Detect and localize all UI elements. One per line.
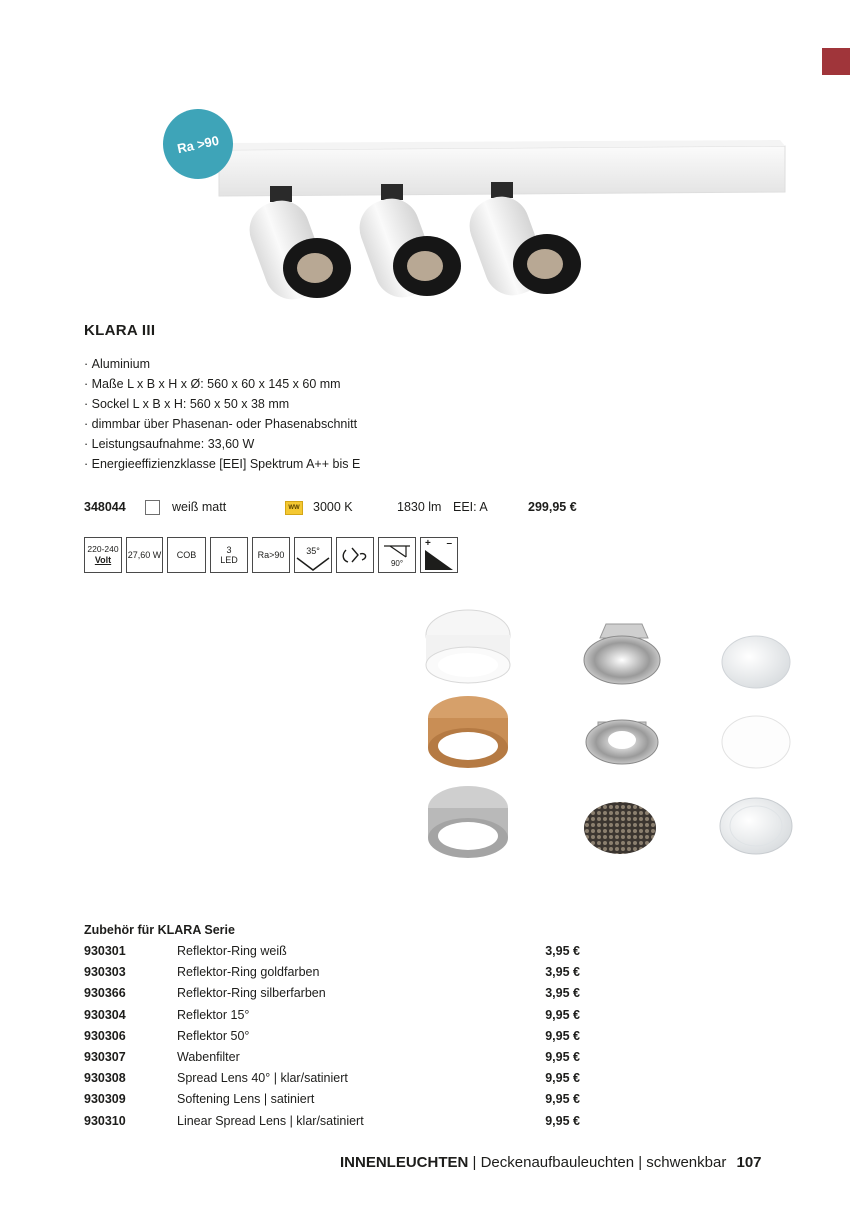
feature-item: · dimmbar über Phasenan- oder Phasenabschnitt — [84, 414, 360, 434]
accessory-name: Linear Spread Lens | klar/satiniert — [177, 1113, 364, 1128]
accessory-price: 3,95 € — [545, 986, 580, 1001]
variant-color-name: weiß matt — [172, 500, 227, 514]
accessory-row — [84, 1092, 580, 1113]
reflector-50-image — [586, 720, 658, 764]
led-count: 3 — [226, 545, 232, 555]
feature-item: · Maße L x B x H x Ø: 560 x 60 x 145 x 60 mm — [84, 374, 360, 394]
warm-white-icon: WW — [285, 501, 303, 515]
voltage-bottom: Volt — [94, 555, 112, 565]
feature-item: · Aluminium — [84, 354, 360, 374]
footer-separator: | — [472, 1154, 477, 1171]
accessory-row — [84, 1008, 580, 1029]
power-value: 27,60 W — [127, 550, 162, 560]
product-image-klara-iii — [215, 140, 795, 310]
accessory-row — [84, 1029, 580, 1050]
dim-minus: – — [446, 538, 452, 549]
accessory-row — [84, 986, 580, 1007]
variant-number: 348044 — [84, 500, 126, 514]
accessory-no: 930303 — [84, 965, 126, 980]
accessory-row — [84, 965, 580, 986]
tilt-icon — [378, 537, 416, 573]
accessory-name: Softening Lens | satiniert — [177, 1092, 315, 1107]
reflector-15-image — [584, 624, 660, 684]
accessories-title: Zubehör für KLARA Serie — [84, 923, 235, 937]
linear-spread-lens-image — [720, 798, 792, 854]
accessory-name: Reflektor-Ring weiß — [177, 944, 287, 958]
variant-eei: EEI: A — [453, 500, 488, 514]
accessory-name: Reflektor-Ring goldfarben — [177, 965, 320, 980]
dimmable-icon — [420, 537, 458, 573]
accessory-price: 9,95 € — [545, 1092, 580, 1107]
tilt-value: 90° — [390, 558, 404, 568]
accessory-name: Reflektor 50° — [177, 1028, 250, 1043]
variant-lumen: 1830 lm — [397, 500, 442, 514]
accessory-no: 930366 — [84, 986, 126, 1001]
softening-lens-image — [722, 716, 790, 768]
accessory-row — [84, 944, 580, 965]
spot-1 — [242, 186, 351, 307]
product-title: KLARA III — [84, 322, 156, 339]
accessory-name: Reflektor 15° — [177, 1007, 250, 1022]
accessory-row — [84, 1114, 580, 1135]
beam-value: 35° — [306, 546, 320, 556]
cob-icon — [167, 537, 206, 573]
accessory-price: 9,95 € — [545, 1050, 580, 1064]
spot-2 — [352, 184, 461, 305]
accessory-price: 9,95 € — [545, 1113, 580, 1128]
power-icon — [126, 537, 163, 573]
footer-subcategory: Deckenaufbauleuchten | schwenkbar — [480, 1154, 727, 1171]
accessory-price: 3,95 € — [545, 944, 580, 958]
ring-gold-image — [428, 696, 508, 768]
accessory-name: Wabenfilter — [177, 1050, 240, 1064]
ra-label: Ra>90 — [257, 550, 285, 560]
led-label: LED — [220, 555, 238, 565]
feature-item: · Energieeffizienzklasse [EEI] Spektrum A++ bis E — [84, 454, 360, 474]
voltage-icon — [84, 537, 122, 573]
accessory-name: Reflektor-Ring silberfarben — [177, 986, 326, 1001]
led-icon — [210, 537, 248, 573]
accessory-row — [84, 1071, 580, 1092]
feature-list — [84, 354, 360, 474]
ra-badge: Ra >90 — [156, 102, 239, 185]
accessory-no: 930308 — [84, 1071, 126, 1086]
ring-white-image — [426, 610, 510, 683]
color-swatch — [145, 500, 160, 515]
accessory-no: 930304 — [84, 1007, 126, 1022]
accessory-price: 9,95 € — [545, 1028, 580, 1043]
voltage-top: 220-240 — [87, 544, 119, 554]
accessory-no: 930309 — [84, 1092, 126, 1107]
accessory-price: 9,95 € — [545, 1071, 580, 1086]
beam-angle-icon — [294, 537, 332, 573]
accessory-images — [410, 600, 810, 870]
page-footer — [340, 1154, 762, 1171]
chapter-tab-marker — [822, 48, 850, 75]
cob-label: COB — [176, 550, 197, 560]
feature-item: · Leistungsaufnahme: 33,60 W — [84, 434, 360, 454]
ring-silver-image — [428, 786, 508, 858]
variant-price: 299,95 € — [528, 500, 577, 514]
spread-lens-image — [722, 636, 790, 688]
accessory-price: 3,95 € — [545, 965, 580, 980]
rotate-icon — [336, 537, 374, 573]
footer-category: INNENLEUCHTEN — [340, 1154, 469, 1171]
accessory-no: 930310 — [84, 1113, 126, 1128]
accessory-no: 930301 — [84, 944, 126, 958]
ra-icon — [252, 537, 290, 573]
honeycomb-filter-image — [584, 802, 656, 854]
dim-plus: + — [425, 538, 431, 549]
accessory-no: 930307 — [84, 1050, 126, 1064]
accessory-price: 9,95 € — [545, 1007, 580, 1022]
accessory-name: Spread Lens 40° | klar/satiniert — [177, 1071, 348, 1086]
page-number: 107 — [736, 1154, 762, 1171]
accessory-row — [84, 1050, 580, 1071]
variant-temperature: 3000 K — [313, 500, 353, 514]
accessory-no: 930306 — [84, 1028, 126, 1043]
feature-item: · Sockel L x B x H: 560 x 50 x 38 mm — [84, 394, 360, 414]
spot-3 — [462, 182, 581, 303]
